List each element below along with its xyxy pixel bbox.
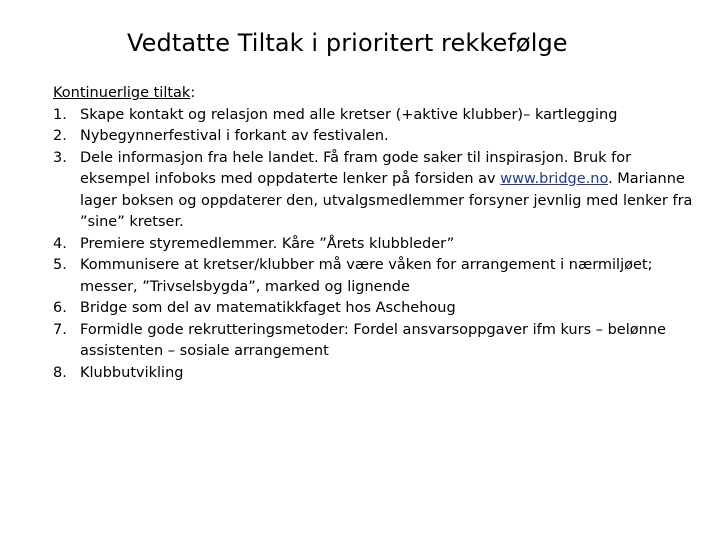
list-item-number: 5. <box>53 257 67 273</box>
list-item-text: Klubbutvikling <box>80 364 184 381</box>
list-item <box>53 148 703 234</box>
list-item <box>53 105 703 127</box>
list-item <box>53 298 703 320</box>
list-item-text-continued: . Marianne lager boksen og oppdaterer den, utvalgsmedlemmer forsyner jevnlig med lenker fra ”sine” kretser. <box>80 171 693 230</box>
list-item-text: Formidle gode rekrutteringsmetoder: Fordel ansvarsoppgaver ifm kurs – belønne assistenten – sosiale arrangement <box>80 321 666 359</box>
bridge-website-link[interactable]: www.bridge.no <box>500 171 609 187</box>
list-item-number: 2. <box>53 128 67 144</box>
list-item-text: Nybegynnerfestival i forkant av festivalen. <box>80 128 389 144</box>
list-item <box>53 126 703 148</box>
list-item-text: Bridge som del av matematikkfaget hos Aschehoug <box>80 300 456 316</box>
section-heading-colon: : <box>190 85 196 101</box>
list-item <box>53 363 703 385</box>
list-item <box>53 255 703 298</box>
list-item-number: 3. <box>53 149 67 166</box>
list-item <box>53 320 703 363</box>
list-item-number: 7. <box>53 321 67 338</box>
list-item-number: 1. <box>53 106 67 123</box>
list-item-text: Dele informasjon fra hele landet. Få fram gode saker til inspirasjon. Bruk for eksempel infoboks med oppdaterte lenker på forsiden av <box>80 149 632 187</box>
slide-title: Vedtatte Tiltak i prioritert rekkefølge <box>127 29 568 57</box>
action-list <box>53 105 703 385</box>
slide-content <box>53 83 703 384</box>
section-heading-label: Kontinuerlige tiltak <box>53 85 191 101</box>
list-item <box>53 234 703 256</box>
list-item-text: Premiere styremedlemmer. Kåre ”Årets klubbleder” <box>80 235 455 252</box>
list-item-text: Skape kontakt og relasjon med alle kretser (+aktive klubber)– kartlegging <box>80 106 618 123</box>
section-heading <box>53 83 703 105</box>
list-item-number: 4. <box>53 235 67 252</box>
list-item-text: Kommunisere at kretser/klubber må være våken for arrangement i nærmiljøet; messer, ”Trivselsbygda”, marked og lignende <box>80 257 653 295</box>
list-item-number: 6. <box>53 300 67 316</box>
list-item-number: 8. <box>53 364 67 381</box>
